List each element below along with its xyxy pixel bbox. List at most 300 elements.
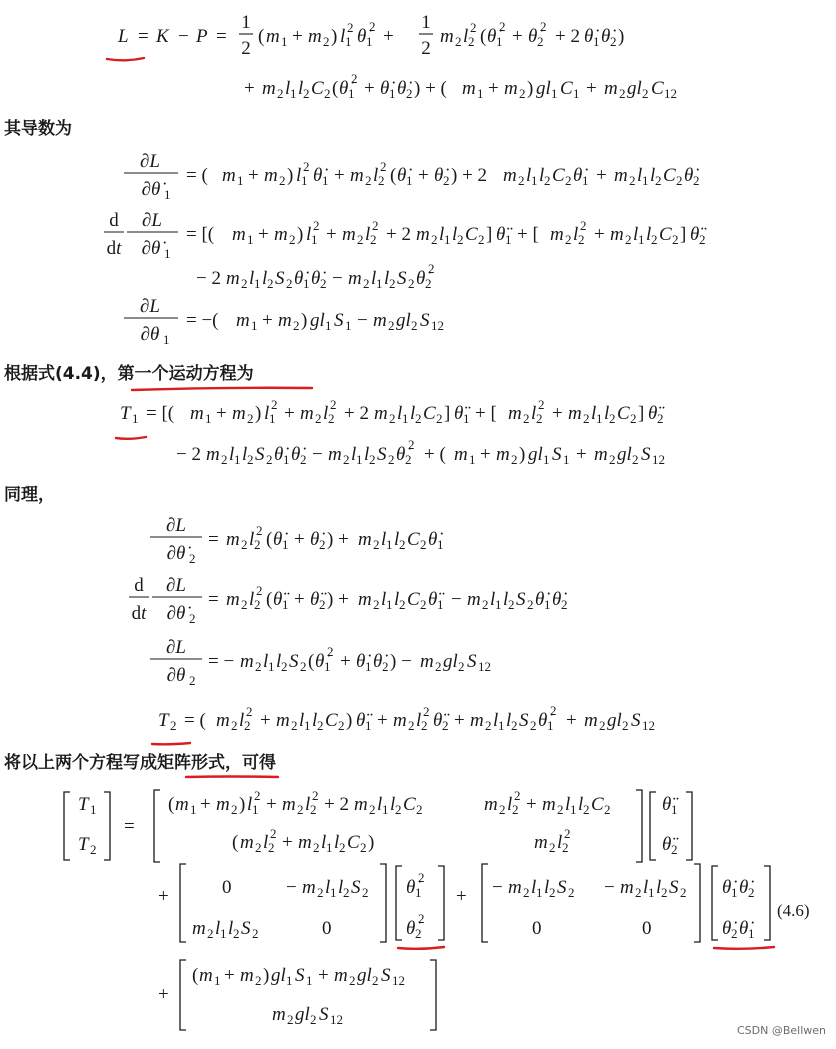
svg-text:2: 2 bbox=[731, 926, 738, 941]
svg-text:l: l bbox=[381, 589, 387, 610]
svg-text:12: 12 bbox=[664, 86, 677, 101]
svg-text:2: 2 bbox=[399, 597, 406, 612]
svg-text:2: 2 bbox=[478, 232, 485, 247]
svg-text:m: m bbox=[266, 26, 280, 47]
svg-text:1: 1 bbox=[311, 232, 318, 247]
svg-text:): ) bbox=[255, 403, 262, 424]
svg-text:2: 2 bbox=[676, 173, 683, 188]
svg-text:θ̈: θ̈ bbox=[690, 224, 700, 245]
svg-text:θ̇: θ̇ bbox=[573, 165, 583, 186]
watermark: CSDN @Bellwen bbox=[736, 1024, 826, 1037]
svg-text:): ) bbox=[301, 310, 308, 331]
svg-text:+ 2: + 2 bbox=[386, 224, 411, 245]
svg-text:+: + bbox=[158, 984, 169, 1005]
svg-text:l: l bbox=[365, 224, 371, 245]
svg-text:1: 1 bbox=[282, 597, 289, 612]
svg-text:2: 2 bbox=[523, 411, 530, 426]
svg-text:2: 2 bbox=[599, 718, 606, 733]
svg-text:gl: gl bbox=[396, 310, 411, 331]
svg-text:=: = bbox=[208, 529, 219, 550]
svg-text:m: m bbox=[282, 794, 296, 815]
svg-text:+: + bbox=[158, 886, 169, 907]
svg-text:+: + bbox=[480, 444, 491, 465]
svg-text:2: 2 bbox=[518, 173, 525, 188]
svg-text:l: l bbox=[229, 444, 235, 465]
svg-text:1: 1 bbox=[190, 802, 197, 817]
svg-text:m: m bbox=[354, 794, 368, 815]
svg-text:2: 2 bbox=[324, 86, 331, 101]
svg-text:S: S bbox=[255, 444, 265, 465]
svg-text:∂L: ∂L bbox=[142, 210, 162, 231]
svg-text:2: 2 bbox=[642, 86, 649, 101]
svg-text:+: + bbox=[552, 403, 563, 424]
svg-text:l: l bbox=[604, 403, 610, 424]
svg-text:S: S bbox=[377, 444, 387, 465]
svg-text:m: m bbox=[190, 403, 204, 424]
svg-text:2: 2 bbox=[363, 276, 370, 291]
svg-text:2: 2 bbox=[458, 659, 465, 674]
svg-text:2: 2 bbox=[512, 802, 519, 817]
svg-text:2: 2 bbox=[408, 276, 415, 291]
svg-text:(: ( bbox=[266, 529, 273, 550]
svg-text:+: + bbox=[596, 165, 607, 186]
svg-text:+: + bbox=[224, 965, 235, 986]
svg-text:2: 2 bbox=[622, 718, 629, 733]
svg-text:1: 1 bbox=[306, 973, 313, 988]
svg-text:2: 2 bbox=[609, 411, 616, 426]
svg-text:m: m bbox=[232, 403, 246, 424]
svg-text:12: 12 bbox=[431, 318, 444, 333]
svg-text:l: l bbox=[656, 877, 662, 898]
svg-text:2: 2 bbox=[170, 718, 177, 733]
svg-text:S: S bbox=[467, 651, 477, 672]
svg-text:2: 2 bbox=[327, 644, 334, 659]
svg-text:C: C bbox=[325, 710, 338, 731]
svg-text:θ̇: θ̇ bbox=[313, 165, 323, 186]
svg-text:+: + bbox=[260, 710, 271, 731]
svg-text:m: m bbox=[342, 224, 356, 245]
svg-text:1: 1 bbox=[386, 537, 393, 552]
time-derivative-thetadot2 bbox=[129, 575, 568, 626]
svg-text:m: m bbox=[508, 403, 522, 424]
svg-text:2: 2 bbox=[630, 411, 637, 426]
svg-text:1: 1 bbox=[421, 12, 431, 33]
svg-text:2: 2 bbox=[241, 276, 248, 291]
svg-text:− 2: − 2 bbox=[196, 268, 221, 289]
svg-text:1: 1 bbox=[593, 34, 600, 49]
svg-text:l: l bbox=[276, 651, 282, 672]
svg-text:2: 2 bbox=[693, 173, 700, 188]
svg-text:2: 2 bbox=[425, 276, 432, 291]
svg-text:m: m bbox=[240, 832, 254, 853]
svg-text:S: S bbox=[552, 444, 562, 465]
svg-text:l: l bbox=[264, 403, 270, 424]
svg-text:1: 1 bbox=[389, 86, 396, 101]
svg-text:+ 2: + 2 bbox=[555, 26, 580, 47]
svg-text:m: m bbox=[484, 794, 498, 815]
svg-text:2: 2 bbox=[565, 232, 572, 247]
svg-text:+ [: + [ bbox=[517, 224, 539, 245]
svg-text:+: + bbox=[200, 794, 211, 815]
svg-text:∂L: ∂L bbox=[140, 296, 160, 317]
svg-text:S: S bbox=[275, 268, 285, 289]
svg-text:m: m bbox=[393, 710, 407, 731]
svg-text:2: 2 bbox=[382, 659, 389, 674]
svg-text:2: 2 bbox=[255, 840, 262, 855]
svg-text:2: 2 bbox=[418, 870, 425, 885]
svg-text:2: 2 bbox=[578, 232, 585, 247]
svg-text:1: 1 bbox=[164, 246, 171, 261]
svg-text:l: l bbox=[263, 832, 269, 853]
svg-text:2: 2 bbox=[395, 802, 402, 817]
svg-text:2: 2 bbox=[360, 840, 367, 855]
svg-text:2: 2 bbox=[421, 38, 431, 59]
svg-text:): ) bbox=[297, 224, 304, 245]
svg-text:2: 2 bbox=[320, 276, 327, 291]
svg-text:gl: gl bbox=[443, 651, 458, 672]
svg-text:S: S bbox=[381, 965, 391, 986]
svg-text:2: 2 bbox=[619, 86, 626, 101]
svg-text:1: 1 bbox=[582, 173, 589, 188]
svg-text:m: m bbox=[226, 529, 240, 550]
svg-text:2: 2 bbox=[671, 842, 678, 857]
svg-text:m: m bbox=[302, 877, 316, 898]
svg-text:m: m bbox=[240, 965, 254, 986]
svg-text:2: 2 bbox=[255, 659, 262, 674]
svg-text:+: + bbox=[377, 710, 388, 731]
svg-text:2: 2 bbox=[231, 802, 238, 817]
svg-text:2: 2 bbox=[319, 537, 326, 552]
svg-text:2: 2 bbox=[362, 885, 369, 900]
svg-text:S: S bbox=[295, 965, 305, 986]
svg-text:S: S bbox=[641, 444, 651, 465]
svg-text:m: m bbox=[584, 710, 598, 731]
svg-text:l: l bbox=[452, 224, 458, 245]
svg-text:l: l bbox=[239, 710, 245, 731]
svg-text:− 2: − 2 bbox=[176, 444, 201, 465]
underline-first-equation bbox=[132, 388, 312, 390]
svg-text:2: 2 bbox=[557, 802, 564, 817]
svg-text:1: 1 bbox=[345, 318, 352, 333]
svg-text:2: 2 bbox=[303, 86, 310, 101]
svg-text:l: l bbox=[377, 794, 383, 815]
svg-text:]: ] bbox=[638, 403, 645, 424]
partial-L-theta2 bbox=[150, 637, 491, 688]
svg-text:1: 1 bbox=[268, 659, 275, 674]
svg-text:12: 12 bbox=[478, 659, 491, 674]
svg-text:l: l bbox=[242, 444, 248, 465]
svg-text:l: l bbox=[637, 165, 643, 186]
svg-text:θ̇: θ̇ bbox=[311, 268, 321, 289]
svg-text:∂θ̇: ∂θ̇ bbox=[166, 603, 186, 624]
svg-text:2: 2 bbox=[435, 659, 442, 674]
svg-text:12: 12 bbox=[392, 973, 405, 988]
svg-text:θ̇: θ̇ bbox=[294, 268, 304, 289]
svg-text:l: l bbox=[565, 794, 571, 815]
svg-text:2: 2 bbox=[312, 788, 319, 803]
svg-text:2: 2 bbox=[408, 718, 415, 733]
svg-text:(: ( bbox=[232, 832, 239, 853]
svg-text:2: 2 bbox=[266, 452, 273, 467]
svg-text:2: 2 bbox=[549, 885, 556, 900]
svg-text:m: m bbox=[298, 832, 312, 853]
svg-text:): ) bbox=[346, 710, 353, 731]
svg-text:m: m bbox=[614, 165, 628, 186]
svg-text:2: 2 bbox=[338, 718, 345, 733]
svg-text:2: 2 bbox=[241, 597, 248, 612]
svg-text:m: m bbox=[274, 224, 288, 245]
svg-text:gl: gl bbox=[617, 444, 632, 465]
svg-text:m: m bbox=[216, 710, 230, 731]
svg-text:m: m bbox=[240, 651, 254, 672]
svg-text:2: 2 bbox=[221, 452, 228, 467]
svg-text:m: m bbox=[467, 589, 481, 610]
svg-text:1: 1 bbox=[356, 452, 363, 467]
svg-text:1: 1 bbox=[205, 411, 212, 426]
svg-text:2: 2 bbox=[455, 34, 462, 49]
svg-text:2: 2 bbox=[343, 452, 350, 467]
svg-text:θ̇: θ̇ bbox=[380, 78, 390, 99]
svg-text:2: 2 bbox=[549, 840, 556, 855]
svg-text:m: m bbox=[206, 444, 220, 465]
svg-text:1: 1 bbox=[301, 173, 308, 188]
svg-text:2: 2 bbox=[540, 19, 547, 34]
svg-text:θ̈: θ̈ bbox=[662, 834, 672, 855]
svg-text:P: P bbox=[196, 26, 208, 47]
svg-text:0: 0 bbox=[222, 877, 232, 898]
svg-text:2: 2 bbox=[388, 452, 395, 467]
svg-text:1: 1 bbox=[348, 86, 355, 101]
svg-text:= −(: = −( bbox=[186, 310, 219, 331]
svg-text:]: ] bbox=[444, 403, 451, 424]
svg-text:): ) bbox=[331, 26, 338, 47]
svg-text:θ̇: θ̇ bbox=[739, 918, 749, 939]
svg-text:2: 2 bbox=[254, 597, 261, 612]
svg-text:+: + bbox=[244, 78, 255, 99]
svg-text:l: l bbox=[306, 224, 312, 245]
svg-text:+: + bbox=[418, 165, 429, 186]
svg-text:1: 1 bbox=[402, 411, 409, 426]
svg-text:m: m bbox=[420, 651, 434, 672]
svg-text:l: l bbox=[493, 710, 499, 731]
svg-text:S: S bbox=[241, 918, 251, 939]
svg-text:θ̈: θ̈ bbox=[273, 589, 283, 610]
svg-text:m: m bbox=[264, 165, 278, 186]
svg-text:(: ( bbox=[308, 651, 315, 672]
svg-text:1: 1 bbox=[326, 840, 333, 855]
svg-text:2: 2 bbox=[90, 842, 97, 857]
svg-text:S: S bbox=[334, 310, 344, 331]
svg-text:+: + bbox=[334, 165, 345, 186]
svg-text:2: 2 bbox=[351, 71, 358, 86]
svg-text:(: ( bbox=[192, 965, 199, 986]
svg-text:2: 2 bbox=[420, 537, 427, 552]
svg-text:∂θ̇: ∂θ̇ bbox=[141, 238, 161, 259]
svg-text:θ̇: θ̇ bbox=[406, 918, 416, 939]
svg-text:θ̇: θ̇ bbox=[535, 589, 545, 610]
svg-text:C: C bbox=[403, 794, 416, 815]
lagrangian-equation-line2 bbox=[244, 71, 677, 101]
svg-text:2: 2 bbox=[561, 597, 568, 612]
svg-text:T: T bbox=[78, 794, 89, 815]
svg-text:2: 2 bbox=[629, 173, 636, 188]
svg-text:) −: ) − bbox=[390, 651, 412, 672]
svg-text:l: l bbox=[557, 832, 563, 853]
svg-text:2: 2 bbox=[421, 718, 428, 733]
svg-text:2: 2 bbox=[347, 20, 354, 35]
svg-text:S: S bbox=[397, 268, 407, 289]
svg-text:0: 0 bbox=[532, 918, 542, 939]
svg-text:m: m bbox=[236, 310, 250, 331]
svg-text:T: T bbox=[120, 403, 131, 424]
partial-L-theta1 bbox=[124, 296, 444, 347]
svg-text:) + 2: ) + 2 bbox=[451, 165, 488, 186]
svg-text:1: 1 bbox=[254, 276, 261, 291]
T2-equation bbox=[158, 703, 655, 733]
svg-text:m: m bbox=[542, 794, 556, 815]
svg-text:S: S bbox=[516, 589, 526, 610]
svg-text:1: 1 bbox=[214, 973, 221, 988]
svg-text:θ̈: θ̈ bbox=[428, 589, 438, 610]
svg-text:1: 1 bbox=[303, 276, 310, 291]
svg-text:2: 2 bbox=[254, 788, 261, 803]
svg-text:l: l bbox=[249, 589, 255, 610]
svg-text:2: 2 bbox=[527, 597, 534, 612]
svg-text:C: C bbox=[552, 165, 565, 186]
svg-text:θ̇: θ̇ bbox=[274, 444, 284, 465]
svg-text:1: 1 bbox=[642, 173, 649, 188]
svg-text:1: 1 bbox=[495, 597, 502, 612]
svg-text:=: = bbox=[208, 589, 219, 610]
svg-text:+: + bbox=[248, 165, 259, 186]
svg-text:S: S bbox=[519, 710, 529, 731]
svg-text:): ) bbox=[239, 794, 246, 815]
svg-text:2: 2 bbox=[442, 718, 449, 733]
svg-text:2: 2 bbox=[536, 411, 543, 426]
svg-text:=: = bbox=[216, 26, 227, 47]
partial-L-thetadot1 bbox=[124, 151, 700, 202]
svg-text:1: 1 bbox=[531, 173, 538, 188]
svg-text:l: l bbox=[340, 26, 346, 47]
svg-text:2: 2 bbox=[632, 452, 639, 467]
svg-text:2: 2 bbox=[415, 411, 422, 426]
svg-text:θ̇: θ̇ bbox=[291, 444, 301, 465]
svg-text:1: 1 bbox=[469, 452, 476, 467]
svg-text:l: l bbox=[298, 78, 304, 99]
svg-text:l: l bbox=[215, 918, 221, 939]
svg-text:2: 2 bbox=[511, 718, 518, 733]
svg-text:m: m bbox=[278, 310, 292, 331]
svg-text:l: l bbox=[578, 794, 584, 815]
svg-text:2: 2 bbox=[241, 38, 251, 59]
svg-text:2: 2 bbox=[651, 232, 658, 247]
svg-text:2: 2 bbox=[431, 232, 438, 247]
svg-text:+: + bbox=[383, 26, 394, 47]
svg-text:2: 2 bbox=[499, 19, 506, 34]
svg-text:(: ( bbox=[480, 26, 487, 47]
svg-text:∂L: ∂L bbox=[166, 575, 186, 596]
svg-text:l: l bbox=[338, 877, 344, 898]
svg-text:l: l bbox=[299, 710, 305, 731]
svg-text:+: + bbox=[526, 794, 537, 815]
svg-text:C: C bbox=[347, 832, 360, 853]
svg-text:2: 2 bbox=[372, 218, 379, 233]
svg-text:θ̇: θ̇ bbox=[273, 529, 283, 550]
svg-text:θ̇: θ̇ bbox=[722, 877, 732, 898]
svg-text:+: + bbox=[216, 403, 227, 424]
svg-text:2: 2 bbox=[748, 885, 755, 900]
svg-text:2: 2 bbox=[672, 232, 679, 247]
svg-text:2: 2 bbox=[565, 173, 572, 188]
svg-text:θ̇: θ̇ bbox=[373, 651, 383, 672]
svg-text:m: m bbox=[199, 965, 213, 986]
svg-text:θ̇: θ̇ bbox=[584, 26, 594, 47]
svg-text:l: l bbox=[650, 165, 656, 186]
svg-text:1: 1 bbox=[748, 926, 755, 941]
svg-text:): ) bbox=[527, 78, 534, 99]
svg-text:2: 2 bbox=[233, 926, 240, 941]
similarly-text: 同理， bbox=[4, 485, 55, 505]
svg-text:+: + bbox=[594, 224, 605, 245]
svg-text:1: 1 bbox=[234, 452, 241, 467]
svg-text:1: 1 bbox=[90, 802, 97, 817]
svg-text:1: 1 bbox=[498, 718, 505, 733]
svg-text:2: 2 bbox=[289, 232, 296, 247]
svg-text:l: l bbox=[416, 710, 422, 731]
svg-text:2: 2 bbox=[268, 840, 275, 855]
svg-text:C: C bbox=[423, 403, 436, 424]
svg-text:−: − bbox=[604, 877, 615, 898]
svg-text:2: 2 bbox=[436, 411, 443, 426]
svg-text:θ̈: θ̈ bbox=[496, 224, 506, 245]
svg-text:+: + bbox=[454, 710, 465, 731]
svg-text:C: C bbox=[591, 794, 604, 815]
svg-text:2: 2 bbox=[470, 20, 477, 35]
svg-text:2: 2 bbox=[256, 523, 263, 538]
svg-text:1: 1 bbox=[496, 34, 503, 49]
svg-text:1: 1 bbox=[376, 276, 383, 291]
svg-text:∂L: ∂L bbox=[166, 637, 186, 658]
svg-text:2: 2 bbox=[357, 232, 364, 247]
svg-text:1: 1 bbox=[251, 318, 258, 333]
svg-text:2: 2 bbox=[508, 597, 515, 612]
svg-text:C: C bbox=[651, 78, 664, 99]
svg-text:1: 1 bbox=[322, 173, 329, 188]
svg-text:m: m bbox=[232, 224, 246, 245]
svg-text:1: 1 bbox=[536, 885, 543, 900]
svg-text:l: l bbox=[371, 268, 377, 289]
svg-text:1: 1 bbox=[573, 86, 580, 101]
svg-text:2: 2 bbox=[293, 318, 300, 333]
underline-T2 bbox=[152, 743, 190, 744]
svg-text:2: 2 bbox=[544, 173, 551, 188]
svg-text:2: 2 bbox=[279, 173, 286, 188]
svg-text:2: 2 bbox=[313, 218, 320, 233]
svg-text:2: 2 bbox=[300, 659, 307, 674]
svg-text:l: l bbox=[312, 710, 318, 731]
svg-text:C: C bbox=[465, 224, 478, 245]
svg-text:2: 2 bbox=[428, 261, 435, 276]
svg-text:l: l bbox=[397, 403, 403, 424]
svg-text:m: m bbox=[216, 794, 230, 815]
svg-text:l: l bbox=[531, 403, 537, 424]
svg-text:+ 2: + 2 bbox=[324, 794, 349, 815]
svg-text:1: 1 bbox=[437, 597, 444, 612]
svg-text:m: m bbox=[175, 794, 189, 815]
svg-text:m: m bbox=[373, 310, 387, 331]
svg-text:2: 2 bbox=[564, 826, 571, 841]
derivative-intro-text: 其导数为 bbox=[4, 119, 72, 139]
